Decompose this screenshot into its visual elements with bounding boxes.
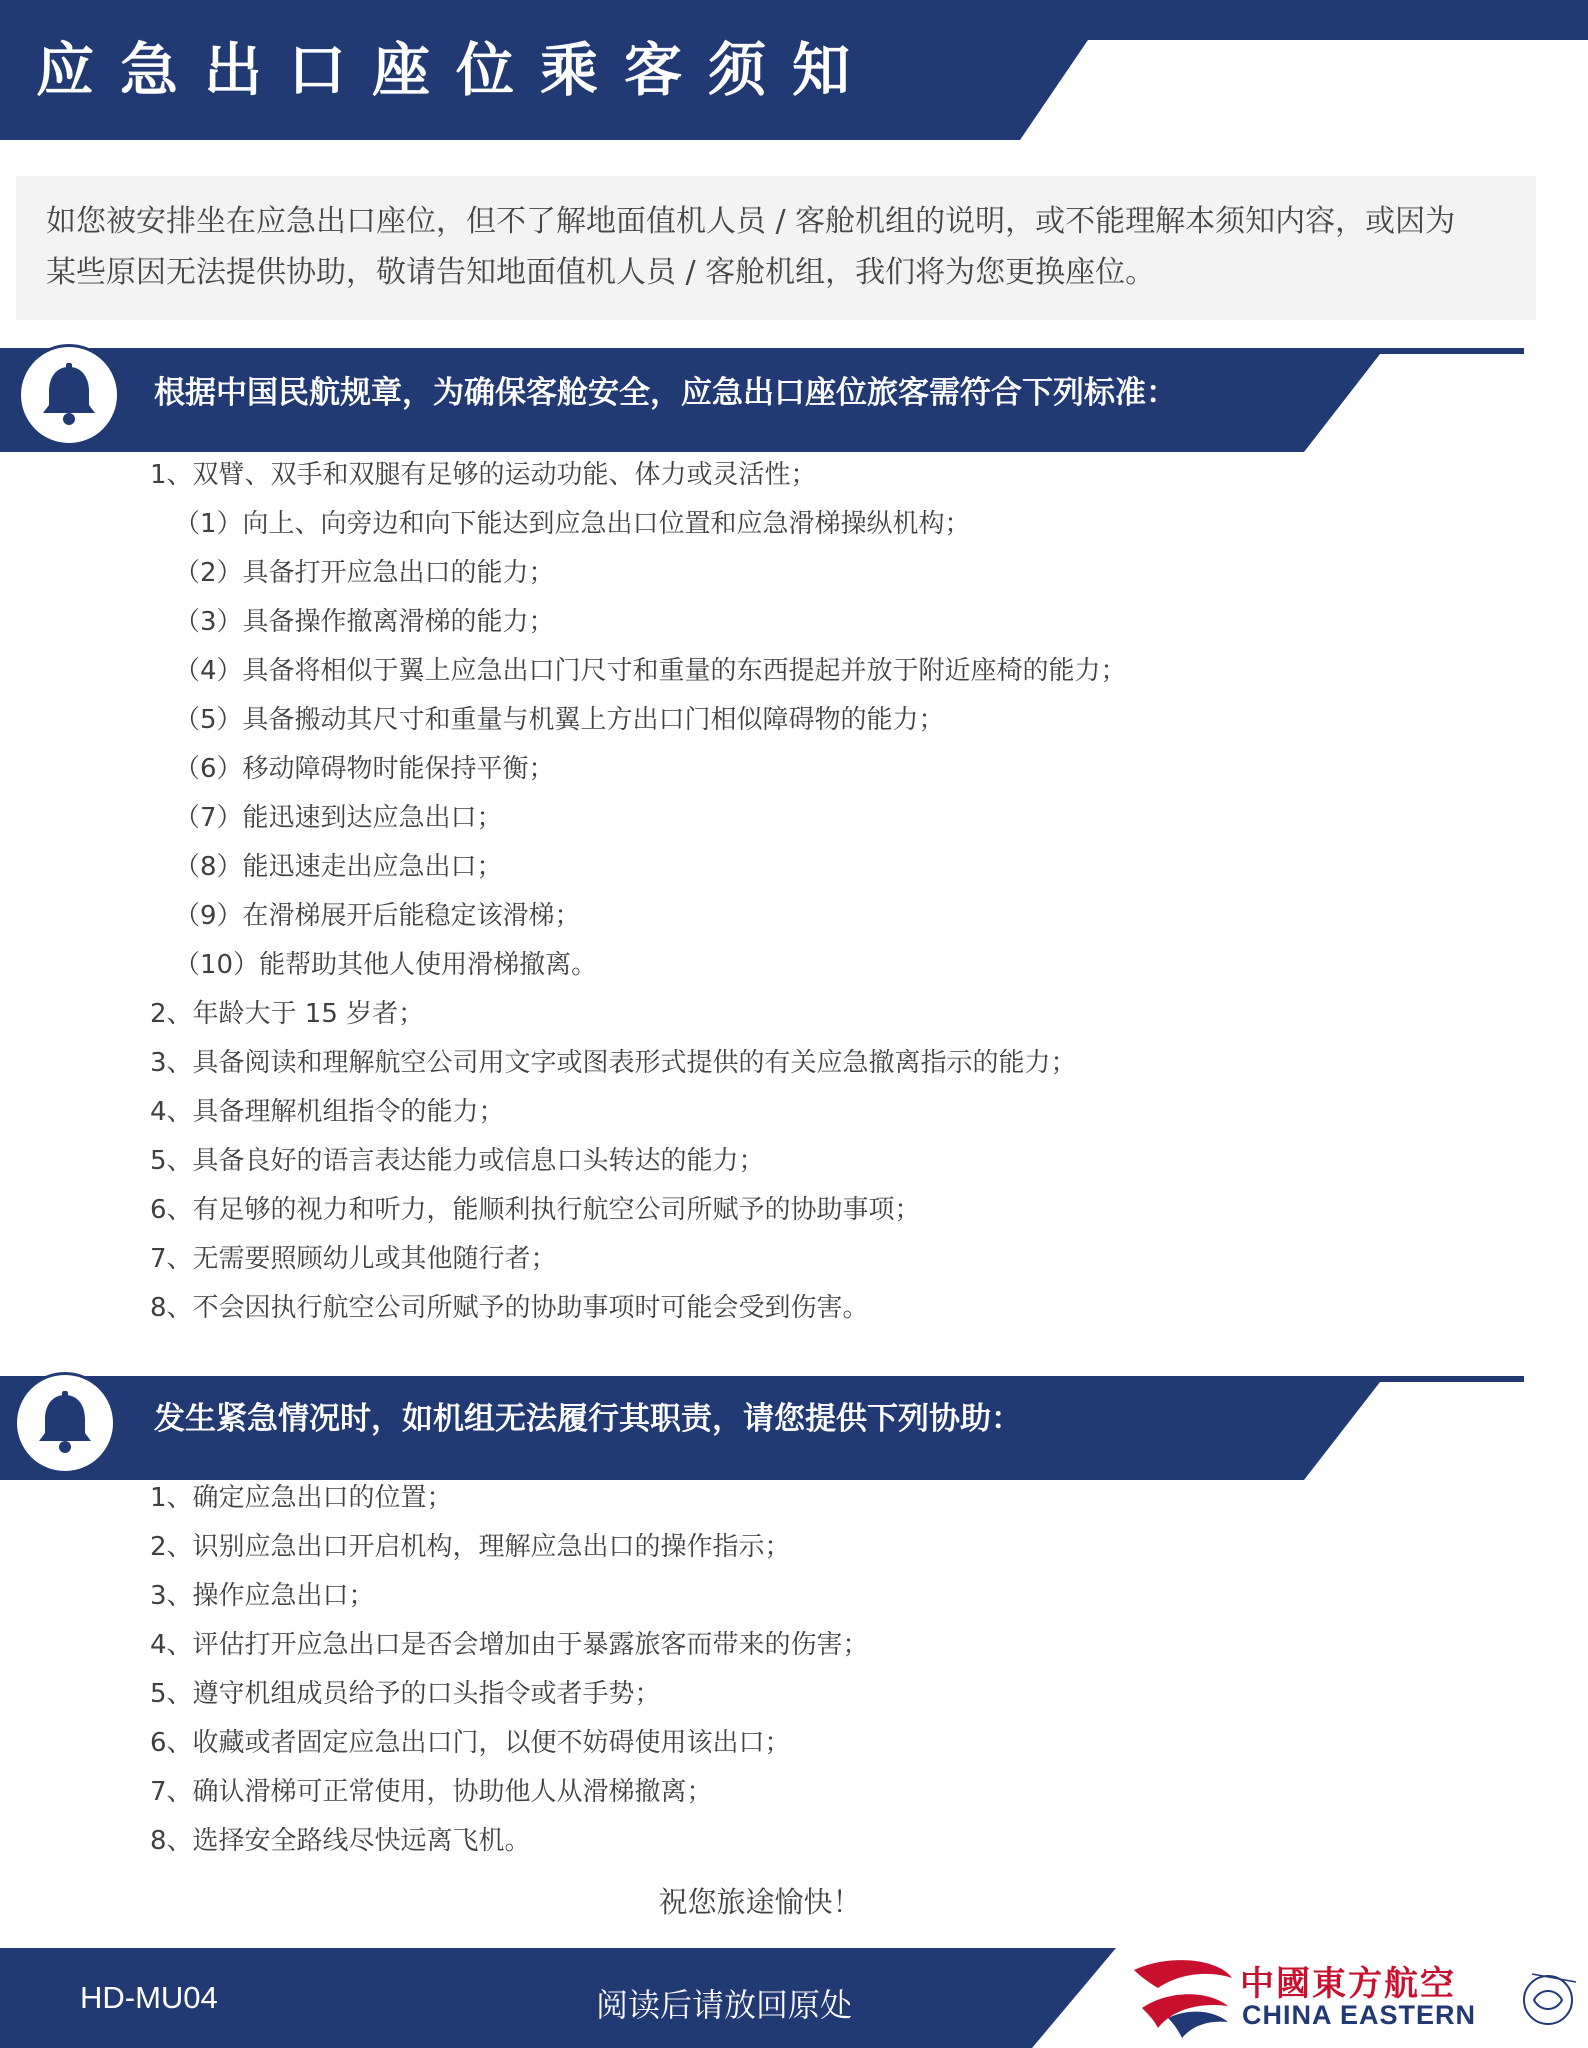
document-code: HD-MU04 (80, 1980, 218, 2015)
list-item: 5、具备良好的语言表达能力或信息口头转达的能力； (150, 1146, 765, 1176)
list-item: （6）移动障碍物时能保持平衡； (174, 754, 555, 784)
intro-line-2: 某些原因无法提供协助，敬请告知地面值机人员 / 客舱机组，我们将为您更换座位。 (46, 255, 1156, 290)
section-1-list (150, 451, 1127, 1333)
section-2-list (150, 1474, 869, 1866)
logo-chinese-name: 中國東方航空 (1240, 1964, 1456, 2004)
list-item: （10）能帮助其他人使用滑梯撤离。 (174, 950, 598, 980)
bell-icon (18, 344, 120, 446)
list-item: 3、操作应急出口； (150, 1581, 375, 1611)
list-item: 5、遵守机组成员给予的口头指令或者手势； (150, 1679, 661, 1709)
list-item: 3、具备阅读和理解航空公司用文字或图表形式提供的有关应急撤离指示的能力； (150, 1048, 1077, 1078)
list-item: 1、确定应急出口的位置； (150, 1483, 453, 1513)
list-item: （9）在滑梯展开后能稳定该滑梯； (174, 901, 581, 931)
list-item: （4）具备将相似于翼上应急出口门尺寸和重量的东西提起并放于附近座椅的能力； (174, 656, 1127, 686)
intro-text (46, 196, 1546, 298)
list-item: （5）具备搬动其尺寸和重量与机翼上方出口门相似障碍物的能力； (174, 705, 945, 735)
logo-english-name: CHINA EASTERN (1242, 2000, 1477, 2030)
skyteam-icon (1524, 1974, 1576, 2024)
list-item: 6、收藏或者固定应急出口门，以便不妨碍使用该出口； (150, 1728, 791, 1758)
list-item: 8、选择安全路线尽快远离飞机。 (150, 1826, 531, 1856)
list-item: 1、双臂、双手和双腿有足够的运动功能、体力或灵活性； (150, 460, 817, 490)
return-notice: 阅读后请放回原处 (596, 1986, 853, 2024)
page-title: 应急出口座位乘客须知 (36, 36, 877, 104)
list-item: 7、无需要照顾幼儿或其他随行者； (150, 1244, 557, 1274)
list-item: 8、不会因执行航空公司所赋予的协助事项时可能会受到伤害。 (150, 1293, 869, 1323)
list-item: （3）具备操作撤离滑梯的能力； (174, 607, 555, 637)
section-2-title: 发生紧急情况时，如机组无法履行其职责，请您提供下列协助： (154, 1401, 1022, 1437)
section-1-title: 根据中国民航规章，为确保客舱安全，应急出口座位旅客需符合下列标准： (154, 375, 1177, 411)
list-item: （2）具备打开应急出口的能力； (174, 558, 555, 588)
swallow-logo-icon (1134, 1960, 1232, 2038)
list-item: （8）能迅速走出应急出口； (174, 852, 503, 882)
list-item: 2、年龄大于 15 岁者； (150, 999, 425, 1029)
list-item: （7）能迅速到达应急出口； (174, 803, 503, 833)
intro-line-1: 如您被安排坐在应急出口座位，但不了解地面值机人员 / 客舱机组的说明，或不能理解本须知内容，或因为 (46, 204, 1456, 239)
list-item: 4、具备理解机组指令的能力； (150, 1097, 505, 1127)
list-item: 2、识别应急出口开启机构，理解应急出口的操作指示； (150, 1532, 791, 1562)
list-item: 4、评估打开应急出口是否会增加由于暴露旅客而带来的伤害； (150, 1630, 869, 1660)
bell-icon (14, 1372, 116, 1474)
list-item: 7、确认滑梯可正常使用，协助他人从滑梯撤离； (150, 1777, 713, 1807)
closing-message: 祝您旅途愉快！ (658, 1885, 862, 1919)
list-item: 6、有足够的视力和听力，能顺利执行航空公司所赋予的协助事项； (150, 1195, 921, 1225)
list-item: （1）向上、向旁边和向下能达到应急出口位置和应急滑梯操纵机构； (174, 509, 971, 539)
